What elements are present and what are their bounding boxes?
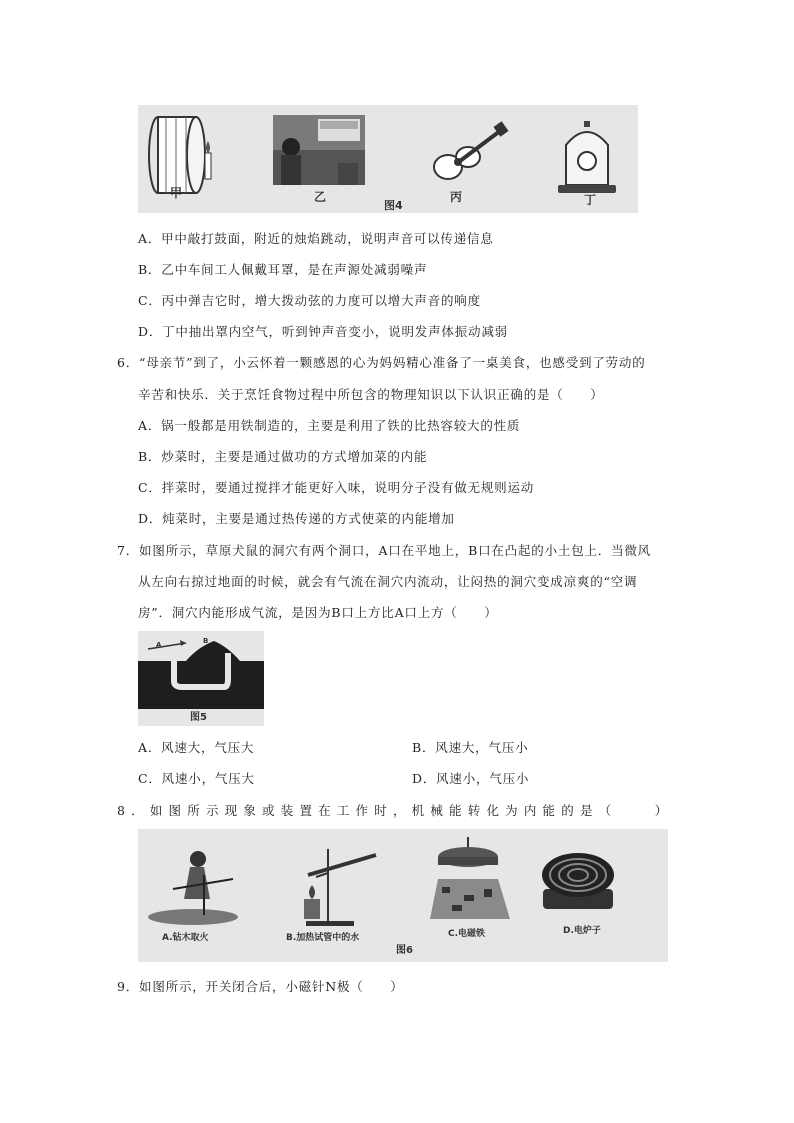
fig4-label-yi: 乙 (314, 190, 327, 204)
fig5-label-b: B (203, 637, 209, 645)
guitar-illustration (434, 121, 509, 179)
q7-option-c: C．风速小，气压大 (138, 771, 255, 786)
q7-option-a: A．风速大，气压大 (138, 740, 255, 755)
electromagnet-illustration (430, 837, 510, 919)
fig4-label-bing: 丙 (450, 190, 463, 204)
figure-4 (138, 105, 638, 213)
bell-jar-illustration (558, 121, 616, 193)
q7-stem-line3: 房”．洞穴内能形成气流，是因为B口上方比A口上方（ ） (138, 605, 498, 620)
fig6-caption: 图6 (396, 945, 413, 956)
fig6-label-c: C.电磁铁 (448, 929, 486, 939)
q7-stem-line1: 7．如图所示，草原犬鼠的洞穴有两个洞口，A口在平地上，B口在凸起的小土包上．当微风 (117, 543, 651, 558)
q6-stem-line1: 6．“母亲节”到了，小云怀着一颗感恩的心为妈妈精心准备了一桌美食，也感受到了劳动的 (117, 355, 646, 370)
q9-stem: 9．如图所示，开关闭合后，小磁针N极（ ） (117, 979, 404, 994)
q7-stem-line2: 从左向右掠过地面的时候，就会有气流在洞穴内流动，让闷热的洞穴变成凉爽的“空调 (138, 574, 638, 589)
fig4-label-ding: 丁 (584, 193, 597, 207)
q5-option-a: A．甲中敲打鼓面，附近的烛焰跳动，说明声音可以传递信息 (138, 231, 494, 246)
q8-stem: 8．如图所示现象或装置在工作时，机械能转化为内能的是（ ） (117, 803, 674, 818)
fig6-label-b: B.加热试管中的水 (286, 933, 360, 943)
test-tube-heating-illustration (304, 849, 376, 926)
q6-option-d: D．炖菜时，主要是通过热传递的方式使菜的内能增加 (138, 511, 455, 526)
figure-5 (138, 631, 264, 726)
burrow-illustration (138, 640, 264, 709)
q7-option-b: B．风速大，气压小 (412, 740, 529, 755)
q5-option-b: B．乙中车间工人佩戴耳罩，是在声源处减弱噪声 (138, 262, 428, 277)
q6-option-a: A．锅一般都是用铁制造的，主要是利用了铁的比热容较大的性质 (138, 418, 521, 433)
fig4-caption: 图4 (384, 199, 403, 212)
factory-worker-photo (273, 115, 365, 185)
fire-drill-illustration (148, 851, 238, 925)
fig5-label-a: A (156, 641, 162, 649)
figure-6 (138, 829, 668, 962)
fig5-caption: 图5 (190, 712, 207, 723)
q6-stem-line2: 辛苦和快乐．关于烹饪食物过程中所包含的物理知识以下认识正确的是（ ） (138, 387, 604, 402)
q5-option-d: D．丁中抽出罩内空气，听到钟声音变小，说明发声体振动减弱 (138, 324, 508, 339)
q6-option-b: B．炒菜时，主要是通过做功的方式增加菜的内能 (138, 449, 428, 464)
electric-stove-illustration (542, 853, 614, 909)
drum-candle-illustration (149, 117, 211, 193)
fig4-label-jia: 甲 (170, 186, 183, 200)
q7-option-d: D．风速小，气压小 (412, 771, 530, 786)
fig6-label-a: A.钻木取火 (162, 933, 209, 943)
q5-option-c: C．丙中弹吉它时，增大拨动弦的力度可以增大声音的响度 (138, 293, 481, 308)
q6-option-c: C．拌菜时，要通过搅拌才能更好入味，说明分子没有做无规则运动 (138, 480, 535, 495)
fig6-label-d: D.电炉子 (563, 926, 601, 936)
